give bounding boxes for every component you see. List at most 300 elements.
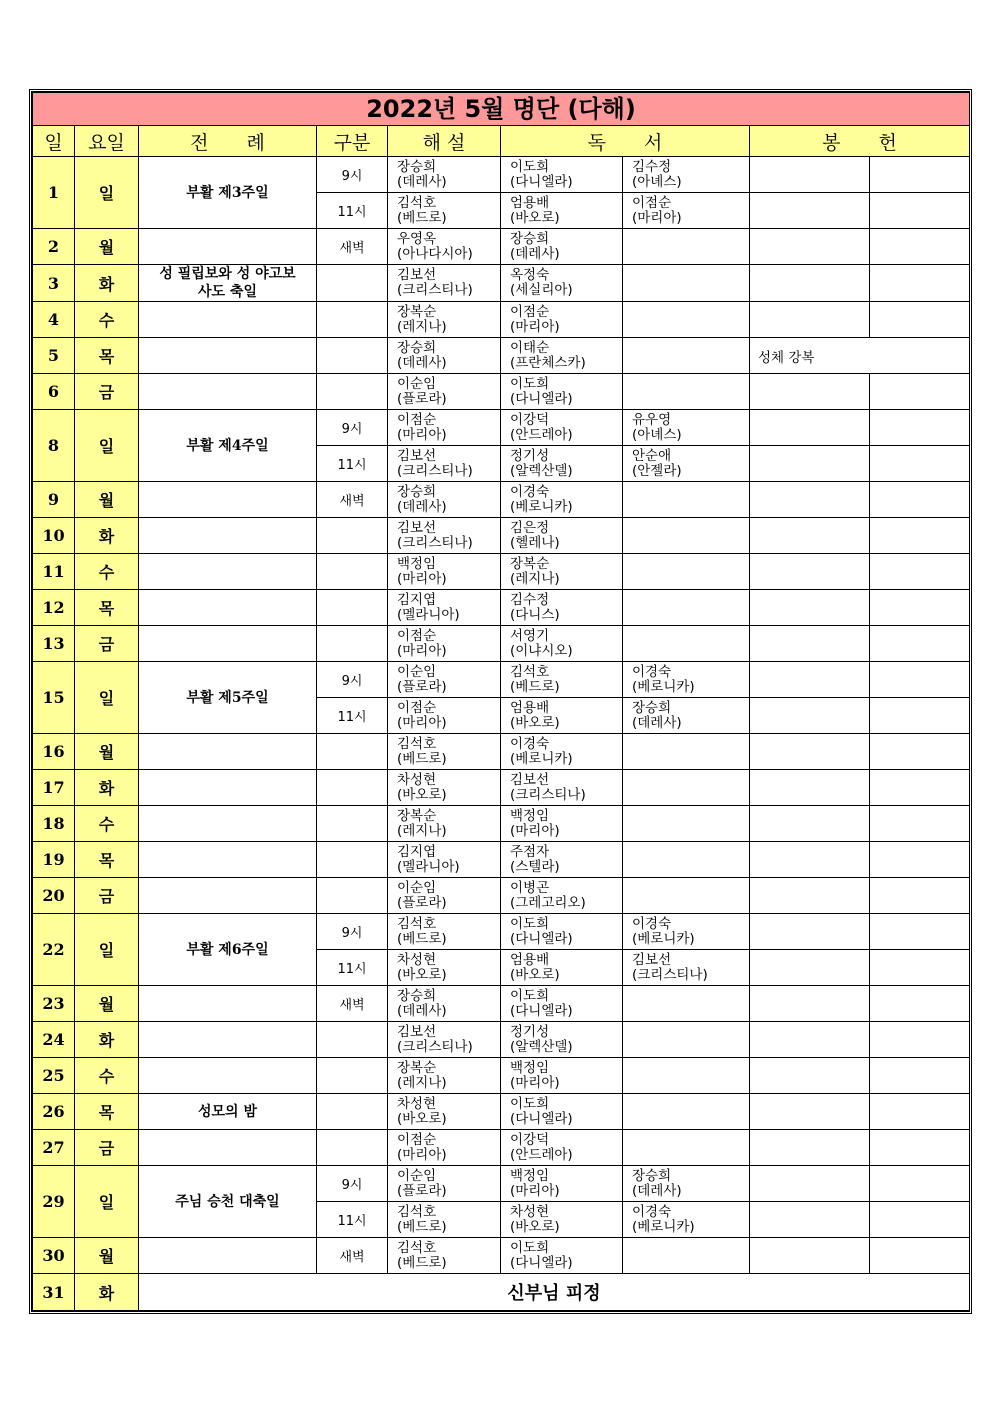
reading1-cell <box>501 1238 623 1274</box>
table-row <box>33 662 970 698</box>
name-line: 이도희 <box>510 158 550 175</box>
name-line: 이도희 <box>510 1239 550 1256</box>
offering-cell-2 <box>870 554 970 590</box>
commentary-cell <box>388 662 501 698</box>
offering-cell-2 <box>870 1130 970 1166</box>
dow-cell: 금 <box>75 878 139 914</box>
name-line: (세실리아) <box>510 282 573 298</box>
dow-cell: 목 <box>75 590 139 626</box>
name-line: (다니엘라) <box>510 390 573 407</box>
day-cell: 24 <box>33 1022 75 1058</box>
name-line: (마리아) <box>632 209 682 226</box>
table-row <box>33 229 970 265</box>
reading2-cell <box>623 482 750 518</box>
offering-cell-2 <box>870 590 970 626</box>
reading2-cell <box>623 770 750 806</box>
name-line: (레지나) <box>397 822 447 839</box>
offering-cell-1 <box>750 302 870 338</box>
reading2-cell <box>623 157 750 193</box>
reading1-cell <box>501 770 623 806</box>
name-line: (마리아) <box>397 570 447 587</box>
table-row <box>33 338 970 374</box>
reading1-cell <box>501 302 623 338</box>
mass-cell <box>317 842 388 878</box>
name-line: (데레사) <box>397 1002 447 1019</box>
dow-cell: 금 <box>75 374 139 410</box>
name-line: (바오로) <box>510 966 560 983</box>
mass-cell <box>317 1130 388 1166</box>
reading1-cell <box>501 734 623 770</box>
offering-cell-1 <box>750 914 870 950</box>
dow-cell: 일 <box>75 410 139 482</box>
header-liturgy: 전 례 <box>139 126 317 157</box>
reading2-cell <box>623 193 750 229</box>
name-line: 장복순 <box>397 1059 437 1076</box>
reading1-cell <box>501 193 623 229</box>
reading1-cell <box>501 806 623 842</box>
table-row <box>33 410 970 446</box>
liturgy-cell <box>139 482 317 518</box>
dow-cell: 월 <box>75 1238 139 1274</box>
reading2-cell <box>623 410 750 446</box>
table-row <box>33 1238 970 1274</box>
offering-cell-2 <box>870 914 970 950</box>
dow-cell: 월 <box>75 482 139 518</box>
day-cell: 13 <box>33 626 75 662</box>
name-line: 이점순 <box>397 1131 437 1148</box>
mass-cell: 11시 <box>317 446 388 482</box>
offering-cell-2 <box>870 806 970 842</box>
name-line: 김석호 <box>397 735 437 752</box>
day-cell: 6 <box>33 374 75 410</box>
reading2-cell <box>623 446 750 482</box>
commentary-cell <box>388 338 501 374</box>
name-line: (플로라) <box>397 1182 447 1199</box>
table-row <box>33 1274 970 1311</box>
dow-cell: 일 <box>75 662 139 734</box>
offering-cell-1 <box>750 482 870 518</box>
name-line: (데레사) <box>397 173 447 190</box>
liturgy-cell <box>139 518 317 554</box>
table-row <box>33 842 970 878</box>
reading2-cell <box>623 1058 750 1094</box>
reading1-cell <box>501 1022 623 1058</box>
name-line: 장복순 <box>397 807 437 824</box>
liturgy-cell <box>139 302 317 338</box>
offering-cell-2 <box>870 1022 970 1058</box>
schedule-body <box>33 157 970 1274</box>
reading1-cell <box>501 265 623 302</box>
name-line: (마리아) <box>510 318 560 335</box>
liturgy-cell <box>139 842 317 878</box>
reading1-cell <box>501 157 623 193</box>
liturgy-cell <box>139 770 317 806</box>
name-line: (다니엘라) <box>510 1254 573 1271</box>
name-line: 이점순 <box>397 411 437 428</box>
reading1-cell <box>501 842 623 878</box>
mass-cell: 새벽 <box>317 1238 388 1274</box>
offering-cell-2 <box>870 878 970 914</box>
reading1-cell <box>501 878 623 914</box>
offering-cell-2 <box>870 986 970 1022</box>
name-line: 우영옥 <box>397 230 437 247</box>
name-line: 김보선 <box>397 267 437 283</box>
name-line: (아녜스) <box>632 173 682 190</box>
day-cell: 26 <box>33 1094 75 1130</box>
day-cell: 4 <box>33 302 75 338</box>
liturgy-cell <box>139 1130 317 1166</box>
name-line: (데레사) <box>632 1182 682 1199</box>
reading2-cell <box>623 662 750 698</box>
mass-cell: 새벽 <box>317 229 388 265</box>
name-line: 장복순 <box>510 555 550 572</box>
offering-cell-2 <box>870 1166 970 1202</box>
offering-cell-2 <box>870 374 970 410</box>
note-cell: 신부님 피정 <box>139 1274 970 1311</box>
name-line: (바오로) <box>510 714 560 731</box>
reading1-cell <box>501 554 623 590</box>
mass-cell <box>317 1094 388 1130</box>
name-line: (베로니카) <box>632 1218 695 1235</box>
name-line: 장승희 <box>397 158 437 175</box>
liturgy-cell: 부활 제4주일 <box>139 410 317 482</box>
name-line: (아녜스) <box>632 426 682 443</box>
mass-cell: 9시 <box>317 914 388 950</box>
reading2-cell <box>623 1238 750 1274</box>
mass-cell <box>317 554 388 590</box>
header-dow: 요일 <box>75 126 139 157</box>
dow-cell: 금 <box>75 1130 139 1166</box>
reading1-cell <box>501 698 623 734</box>
dow-cell: 화 <box>75 265 139 302</box>
offering-cell-1 <box>750 1166 870 1202</box>
name-line: 장승희 <box>632 1167 672 1184</box>
table-row <box>33 734 970 770</box>
offering-cell-2 <box>870 410 970 446</box>
name-line: 김보선 <box>397 519 437 536</box>
offering-cell-2 <box>870 626 970 662</box>
name-line: (데레사) <box>510 245 560 262</box>
day-cell: 10 <box>33 518 75 554</box>
reading2-cell <box>623 986 750 1022</box>
mass-cell <box>317 1058 388 1094</box>
day-cell: 31 <box>33 1274 75 1311</box>
name-line: (크리스티나) <box>397 282 473 298</box>
name-line: (마리아) <box>397 1146 447 1163</box>
name-line: 안순애 <box>632 447 672 464</box>
name-line: 김보선 <box>632 951 672 968</box>
day-cell: 8 <box>33 410 75 482</box>
name-line: (레지나) <box>397 1074 447 1091</box>
liturgy-cell <box>139 986 317 1022</box>
reading2-cell <box>623 842 750 878</box>
day-cell: 25 <box>33 1058 75 1094</box>
dow-cell: 목 <box>75 1094 139 1130</box>
name-line: (마리아) <box>397 714 447 731</box>
day-cell: 18 <box>33 806 75 842</box>
name-line: 이경숙 <box>632 663 672 680</box>
name-line: (마리아) <box>510 1182 560 1199</box>
commentary-cell <box>388 374 501 410</box>
table-row <box>33 806 970 842</box>
liturgy-cell: 성 필립보와 성 야고보 사도 축일 <box>139 265 317 302</box>
liturgy-cell <box>139 229 317 265</box>
liturgy-cell <box>139 374 317 410</box>
table-row <box>33 878 970 914</box>
commentary-cell <box>388 265 501 302</box>
reading1-cell <box>501 338 623 374</box>
liturgy-cell: 부활 제3주일 <box>139 157 317 229</box>
reading2-cell <box>623 806 750 842</box>
table-row <box>33 626 970 662</box>
name-line: (데레사) <box>632 714 682 731</box>
name-line: 이경숙 <box>510 735 550 752</box>
name-line: 김지엽 <box>397 591 437 608</box>
name-line: (프란체스카) <box>510 354 586 371</box>
reading1-cell <box>501 446 623 482</box>
liturgy-cell: 성모의 밤 <box>139 1094 317 1130</box>
offering-cell-1 <box>750 265 870 302</box>
day-cell: 11 <box>33 554 75 590</box>
name-line: (크리스티나) <box>510 786 586 803</box>
liturgy-cell <box>139 590 317 626</box>
name-line: 유우영 <box>632 411 672 428</box>
reading2-cell <box>623 1130 750 1166</box>
reading1-cell <box>501 986 623 1022</box>
name-line: 엄용배 <box>510 699 550 716</box>
name-line: 김수정 <box>632 158 672 175</box>
day-cell: 19 <box>33 842 75 878</box>
liturgy-cell <box>139 878 317 914</box>
name-line: (다니스) <box>510 606 560 623</box>
offering-cell-1 <box>750 986 870 1022</box>
mass-cell: 11시 <box>317 698 388 734</box>
commentary-cell <box>388 1202 501 1238</box>
commentary-cell <box>388 914 501 950</box>
name-line: (플로라) <box>397 678 447 695</box>
reading1-cell <box>501 410 623 446</box>
name-line: (헬레나) <box>510 534 560 551</box>
reading1-cell <box>501 1094 623 1130</box>
table-row <box>33 518 970 554</box>
name-line: (스텔라) <box>510 858 560 875</box>
reading1-cell <box>501 590 623 626</box>
offering-cell-1 <box>750 1238 870 1274</box>
reading2-cell <box>623 1022 750 1058</box>
name-line: 김은정 <box>510 519 550 536</box>
name-line: 이도희 <box>510 1095 550 1112</box>
name-line: (플로라) <box>397 894 447 911</box>
name-line: (마리아) <box>510 1074 560 1091</box>
mass-cell <box>317 302 388 338</box>
name-line: 이순임 <box>397 375 437 392</box>
dow-cell: 월 <box>75 229 139 265</box>
name-line: 장승희 <box>510 230 550 247</box>
offering-cell-1 <box>750 374 870 410</box>
offering-cell-1 <box>750 446 870 482</box>
offering-cell-1 <box>750 662 870 698</box>
dow-cell: 화 <box>75 770 139 806</box>
name-line: 김보선 <box>397 1023 437 1040</box>
name-line: (마리아) <box>397 642 447 659</box>
day-cell: 5 <box>33 338 75 374</box>
liturgy-cell <box>139 806 317 842</box>
table-row <box>33 302 970 338</box>
name-line: (크리스티나) <box>397 1038 473 1055</box>
header-offering: 봉 헌 <box>750 126 970 157</box>
name-line: 이점순 <box>397 627 437 644</box>
offering-cell-2 <box>870 229 970 265</box>
name-line: 김석호 <box>397 1239 437 1256</box>
reading1-cell <box>501 950 623 986</box>
offering-cell-1 <box>750 1202 870 1238</box>
reading1-cell <box>501 914 623 950</box>
commentary-cell <box>388 770 501 806</box>
name-line: 장승희 <box>632 699 672 716</box>
offering-cell-1 <box>750 626 870 662</box>
name-line: 이점순 <box>510 303 550 320</box>
name-line: 김석호 <box>397 1203 437 1220</box>
name-line: (안드레아) <box>510 1146 573 1163</box>
offering-cell-1 <box>750 734 870 770</box>
name-line: 이경숙 <box>632 915 672 932</box>
liturgy-cell: 주님 승천 대축일 <box>139 1166 317 1238</box>
day-cell: 12 <box>33 590 75 626</box>
mass-cell <box>317 1022 388 1058</box>
name-line: 김수정 <box>510 591 550 608</box>
commentary-cell <box>388 1130 501 1166</box>
table-row <box>33 1022 970 1058</box>
mass-cell: 11시 <box>317 950 388 986</box>
name-line: (베드로) <box>397 209 447 226</box>
day-cell: 20 <box>33 878 75 914</box>
commentary-cell <box>388 229 501 265</box>
name-line: 이순임 <box>397 663 437 680</box>
commentary-cell <box>388 518 501 554</box>
name-line: 김석호 <box>397 194 437 211</box>
commentary-cell <box>388 1166 501 1202</box>
offering-cell-1 <box>750 229 870 265</box>
name-line: (바오로) <box>510 1218 560 1235</box>
reading2-cell <box>623 1202 750 1238</box>
reading2-cell <box>623 626 750 662</box>
name-line: 백정임 <box>510 807 550 824</box>
reading2-cell <box>623 698 750 734</box>
commentary-cell <box>388 1238 501 1274</box>
name-line: 이경숙 <box>510 483 550 500</box>
schedule-table <box>32 92 970 1311</box>
liturgy-cell <box>139 1058 317 1094</box>
dow-cell: 화 <box>75 1022 139 1058</box>
commentary-cell <box>388 482 501 518</box>
name-line: 서영기 <box>510 627 550 644</box>
offering-cell-1 <box>750 1094 870 1130</box>
name-line: (베드로) <box>397 1254 447 1271</box>
name-line: (다니엘라) <box>510 173 573 190</box>
name-line: 차성현 <box>397 1095 437 1112</box>
day-cell: 9 <box>33 482 75 518</box>
name-line: (레지나) <box>397 318 447 335</box>
offering-cell-2 <box>870 1202 970 1238</box>
schedule-frame <box>29 89 972 1314</box>
reading1-cell <box>501 662 623 698</box>
name-line: (마리아) <box>397 426 447 443</box>
dow-cell: 월 <box>75 986 139 1022</box>
reading1-cell <box>501 1058 623 1094</box>
reading1-cell <box>501 374 623 410</box>
name-line: 주점자 <box>510 843 550 860</box>
name-line: (베로니카) <box>510 750 573 767</box>
header-mass: 구분 <box>317 126 388 157</box>
name-line: 이도희 <box>510 987 550 1004</box>
offering-cell-1 <box>750 590 870 626</box>
name-line: 김석호 <box>397 915 437 932</box>
name-line: (바오로) <box>397 1110 447 1127</box>
name-line: 이순임 <box>397 1167 437 1184</box>
dow-cell: 수 <box>75 554 139 590</box>
offering-cell-2 <box>870 265 970 302</box>
name-line: 김보선 <box>397 447 437 464</box>
table-row <box>33 1166 970 1202</box>
dow-cell: 일 <box>75 914 139 986</box>
liturgy-cell <box>139 734 317 770</box>
name-line: (베로니카) <box>510 498 573 515</box>
dow-cell: 금 <box>75 626 139 662</box>
name-line: (이냐시오) <box>510 642 573 659</box>
name-line: 백정임 <box>397 555 437 572</box>
name-line: 이도희 <box>510 915 550 932</box>
day-cell: 2 <box>33 229 75 265</box>
mass-cell <box>317 626 388 662</box>
offering-cell-2 <box>870 950 970 986</box>
mass-cell <box>317 806 388 842</box>
commentary-cell <box>388 1022 501 1058</box>
name-line: (크리스티나) <box>397 534 473 551</box>
reading1-cell <box>501 518 623 554</box>
name-line: 김지엽 <box>397 843 437 860</box>
commentary-cell <box>388 986 501 1022</box>
commentary-cell <box>388 302 501 338</box>
mass-cell <box>317 734 388 770</box>
commentary-cell <box>388 842 501 878</box>
offering-cell-1 <box>750 1058 870 1094</box>
name-line: 정기성 <box>510 447 550 464</box>
day-cell: 17 <box>33 770 75 806</box>
name-line: 차성현 <box>397 951 437 968</box>
commentary-cell <box>388 1094 501 1130</box>
liturgy-cell: 부활 제5주일 <box>139 662 317 734</box>
offering-cell-2 <box>870 770 970 806</box>
reading2-cell <box>623 554 750 590</box>
dow-cell: 화 <box>75 1274 139 1311</box>
name-line: (데레사) <box>397 354 447 371</box>
offering-cell-1 <box>750 410 870 446</box>
name-line: (베로니카) <box>632 930 695 947</box>
name-line: 차성현 <box>397 771 437 788</box>
day-cell: 15 <box>33 662 75 734</box>
reading2-cell <box>623 229 750 265</box>
name-line: (베드로) <box>397 930 447 947</box>
table-row <box>33 1094 970 1130</box>
day-cell: 3 <box>33 265 75 302</box>
name-line: 김보선 <box>510 771 550 788</box>
mass-cell <box>317 518 388 554</box>
name-line: 이경숙 <box>632 1203 672 1220</box>
day-cell: 29 <box>33 1166 75 1238</box>
name-line: 엄용배 <box>510 951 550 968</box>
commentary-cell <box>388 193 501 229</box>
reading2-cell <box>623 1166 750 1202</box>
